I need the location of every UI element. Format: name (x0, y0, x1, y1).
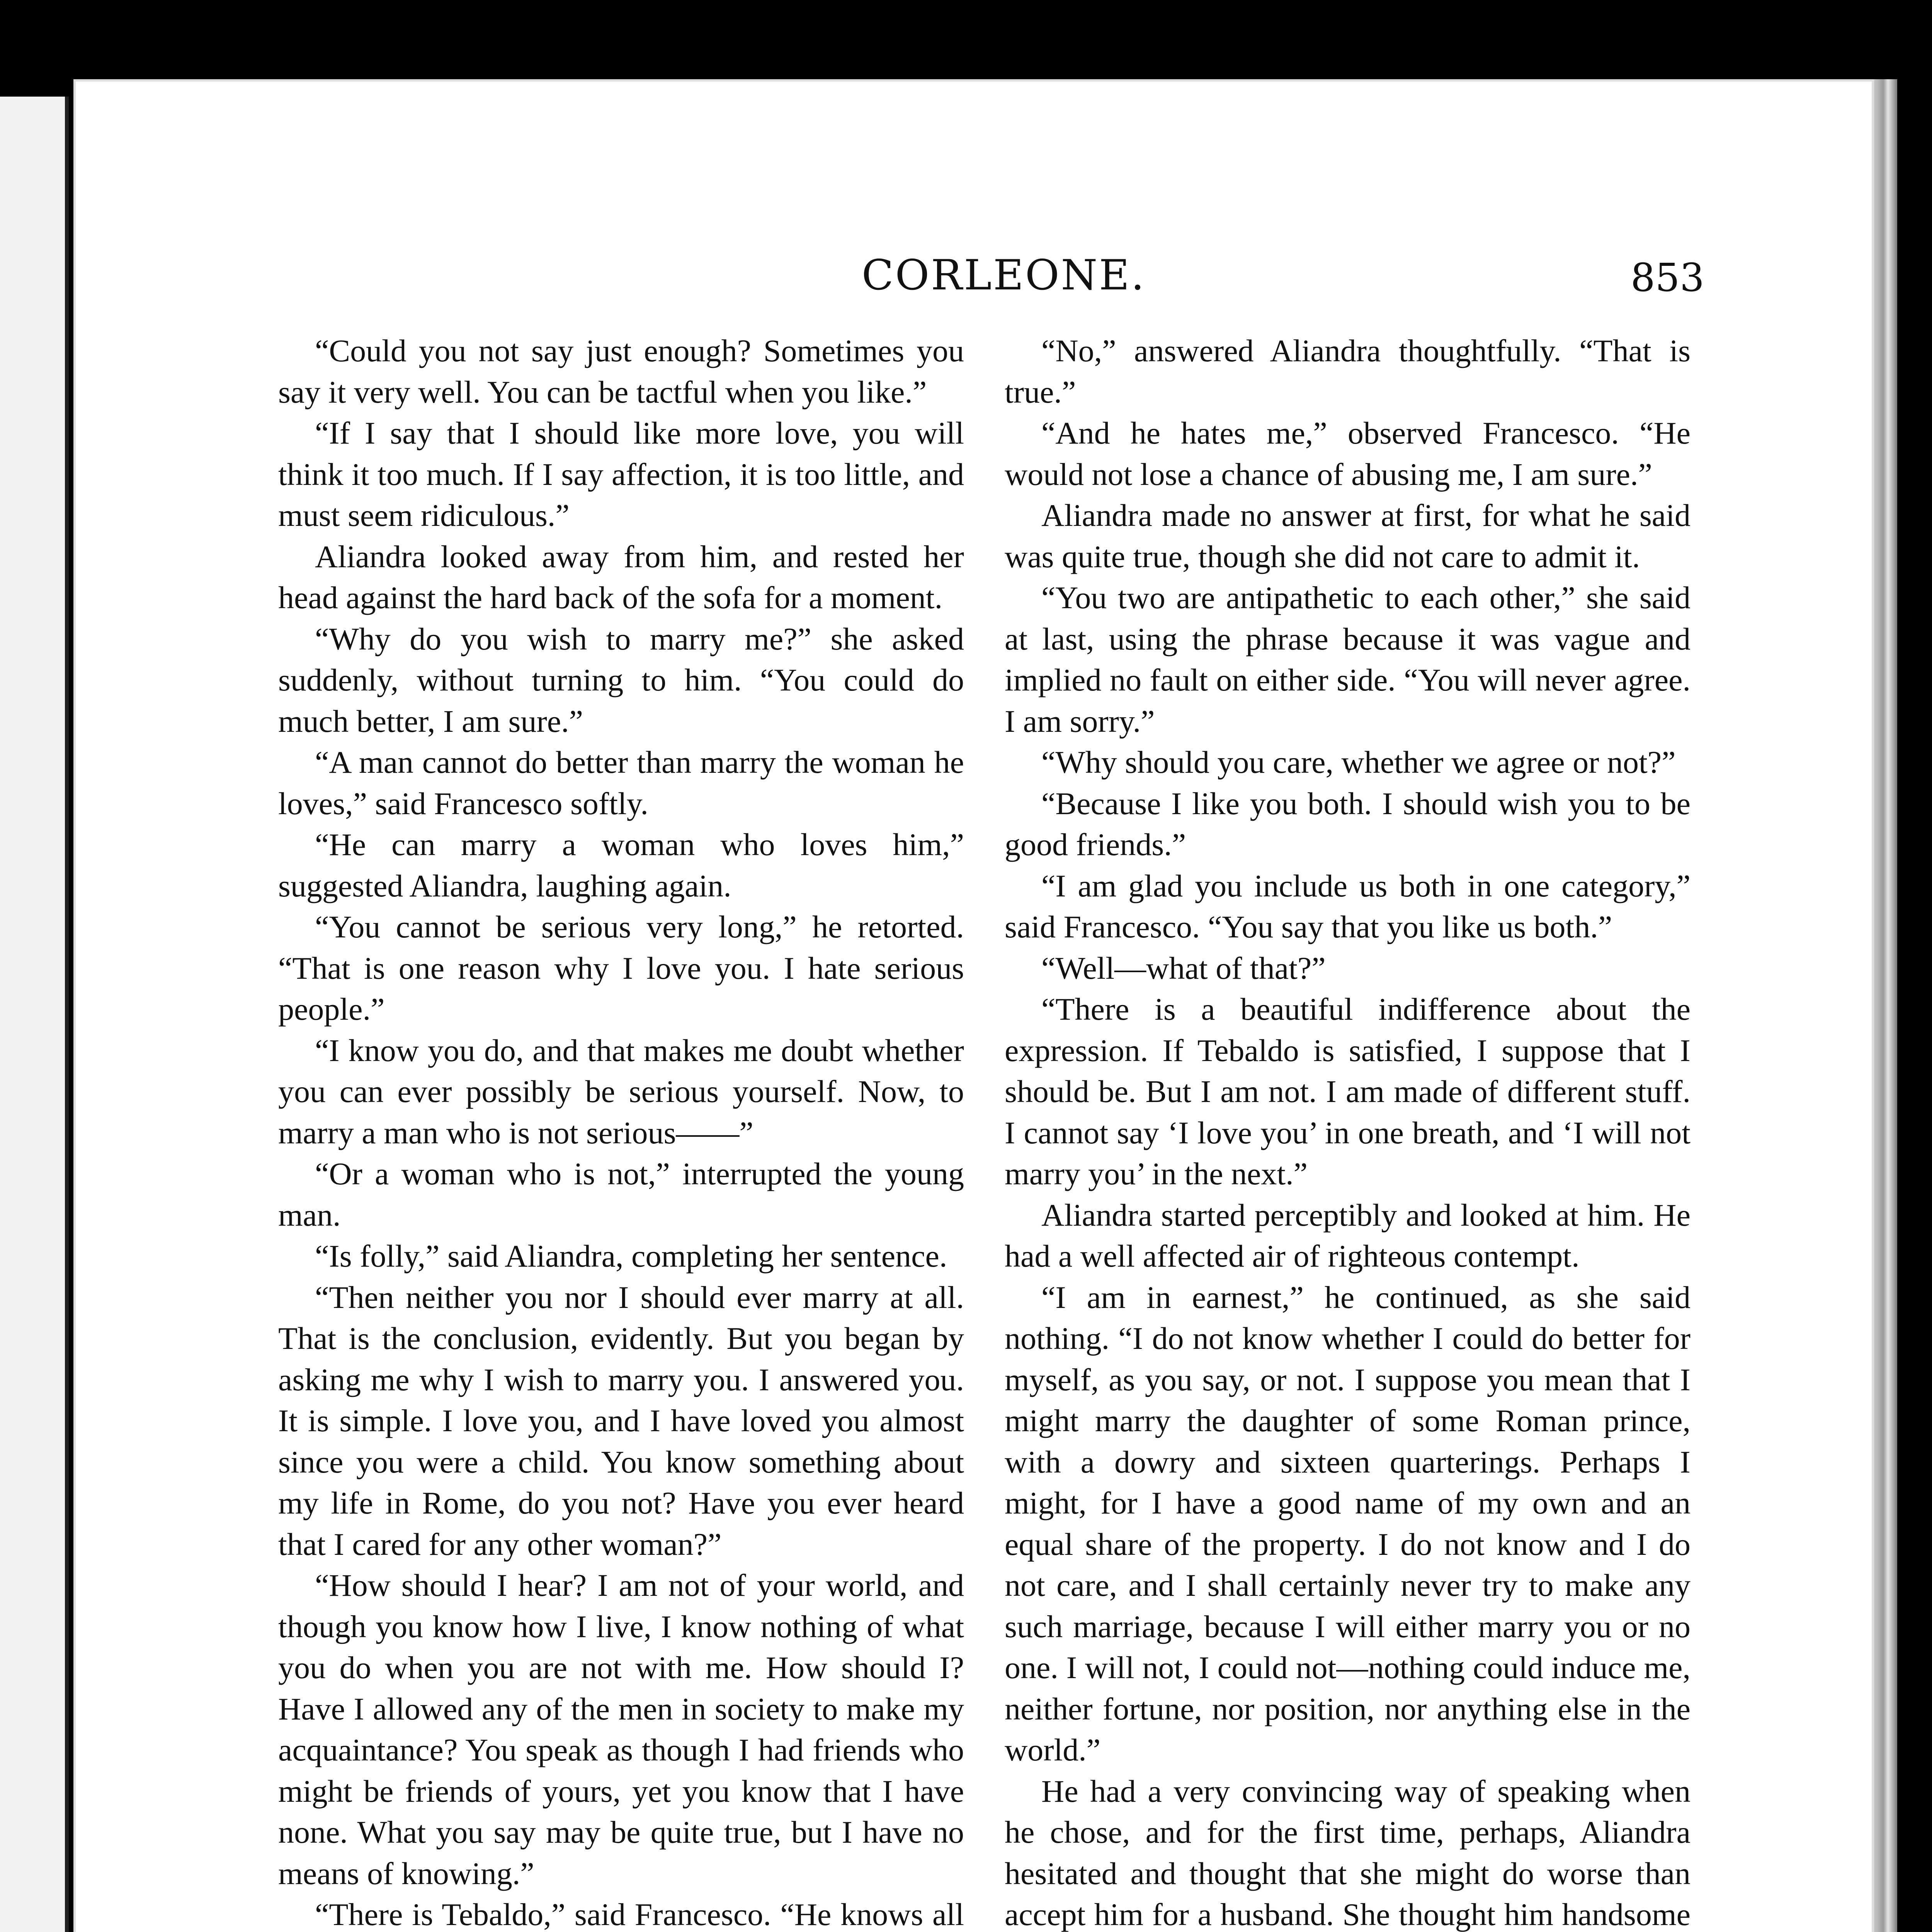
paragraph: “You two are antipathetic to each other,” she said at last, using the phrase because it was vague and implied no fault on either side. “You will never agree. I am sorry.” (1005, 580, 1690, 739)
paragraph: “Or a woman who is not,” interrupted the young man. (278, 1156, 964, 1233)
paragraph: Aliandra made no answer at first, for what he said was quite true, though she did not care to admit it. (1005, 498, 1690, 574)
paragraph: “A man cannot do better than marry the woman he loves,” said Francesco softly. (278, 745, 964, 821)
paragraph: “I know you do, and that makes me doubt whether you can ever possibly be serious yourself. Now, to marry a man who is not serious——” (278, 1032, 964, 1150)
running-title: CORLEONE. (862, 251, 1146, 299)
paragraph: “No,” answered Aliandra thoughtfully. “That is true.” (1005, 333, 1690, 410)
paragraph: He had a very convincing way of speaking when he chose, and for the first time, perhaps, Aliandra hesitated and thought that she might do worse than accept him for a husband. She thought him handsome (1005, 1773, 1690, 1932)
paragraph: “You cannot be serious very long,” he retorted. “That is one reason why I love you. I hate serious people.” (278, 909, 964, 1027)
previous-page-edge (0, 97, 69, 1932)
left-text-column (278, 330, 964, 1932)
paragraph: “How should I hear? I am not of your world, and though you know how I live, I know nothing of what you do when you are not with me. How should I? Have I allowed any of the men in society to make my acquaintance? You speak as though I had friends who might be friends of yours, yet you know that I have none. What you say may be quite true, but I have no means of knowing.” (278, 1568, 964, 1891)
paragraph: Aliandra started perceptibly and looked at him. He had a well affected air of righteous contempt. (1005, 1197, 1690, 1274)
paragraph: “There is Tebaldo,” said Francesco. “He knows all (315, 1897, 964, 1932)
paragraph: “Because I like you both. I should wish you to be good friends.” (1005, 786, 1690, 862)
paragraph: “He can marry a woman who loves him,” suggested Aliandra, laughing again. (278, 827, 964, 903)
page-stack-edge (1874, 79, 1897, 1932)
paragraph: “Why do you wish to marry me?” she asked suddenly, without turning to him. “You could do much better, I am sure.” (278, 621, 964, 739)
paragraph: “I am glad you include us both in one category,” said Francesco. “You say that you like us both.” (1005, 868, 1690, 944)
page-number: 853 (1631, 255, 1704, 300)
paragraph: “Why should you care, whether we agree or not?” (1041, 745, 1676, 780)
paragraph: “Could you not say just enough? Sometimes you say it very well. You can be tactful when you like.” (278, 333, 964, 410)
paragraph: “Is folly,” said Aliandra, completing her sentence. (315, 1238, 947, 1274)
paragraph: “Well—what of that?” (1041, 950, 1326, 986)
paragraph: “I am in earnest,” he continued, as she said nothing. “I do not know whether I could do better for myself, as you say, or not. I suppose you mean that I might marry the daughter of some Roman prince, with a dowry and sixteen quarterings. Perhaps I might, for I have a good name of my own and an equal share of the property. I do not know and I do not care, and I shall certainly never try to make any such marriage, because I will either marry you or no one. I will not, I could not—nothing could induce me, neither fortune, nor position, nor anything else in the world.” (1005, 1279, 1690, 1767)
paragraph: “And he hates me,” observed Francesco. “He would not lose a chance of abusing me, I am sure.” (1005, 415, 1690, 492)
paragraph: “There is a beautiful indifference about the expression. If Tebaldo is satisfied, I suppose that I should be. But I am not. I am made of different stuff. I cannot say ‘I love you’ in one breath, and ‘I will not marry you’ in the next.” (1005, 992, 1690, 1191)
right-text-column (1005, 330, 1690, 1932)
paragraph: Aliandra looked away from him, and rested her head against the hard back of the sofa for a moment. (278, 539, 964, 615)
paragraph: “If I say that I should like more love, you will think it too much. If I say affection, it is too little, and must seem ridiculous.” (278, 415, 964, 533)
paragraph: “Then neither you nor I should ever marry at all. That is the conclusion, evidently. But you began by asking me why I wish to marry you. I answered you. It is simple. I love you, and I have loved you almost since you were a child. You know something about my life in Rome, do you not? Have you ever heard that I cared for any other woman?” (278, 1279, 964, 1562)
